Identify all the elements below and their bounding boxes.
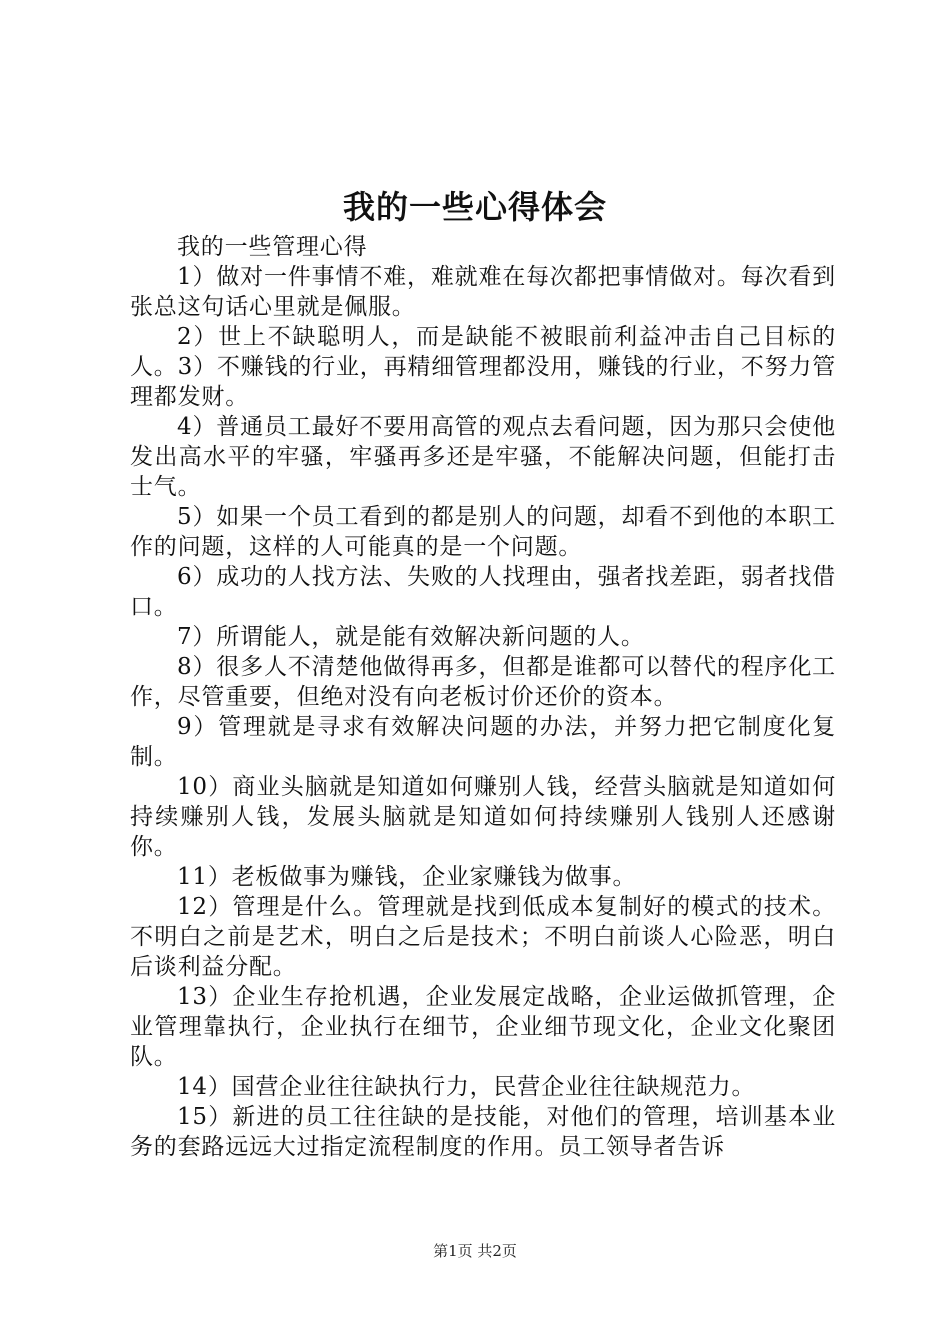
- paragraph-6: 6）成功的人找方法、失败的人找理由，强者找差距，弱者找借口。: [130, 564, 836, 620]
- page-footer: 第1页 共2页: [433, 1242, 517, 1260]
- paragraph-8: 8）很多人不清楚他做得再多，但都是谁都可以替代的程序化工作，尽管重要，但绝对没有向老板讨价还价的资本。: [130, 654, 836, 710]
- paragraph-7: 7）所谓能人，就是能有效解决新问题的人。: [177, 624, 645, 650]
- paragraph-2-3: 2）世上不缺聪明人，而是缺能不被眼前利益冲击自己目标的人。3）不赚钱的行业，再精细管理都没用，赚钱的行业，不努力管理都发财。: [130, 324, 836, 410]
- paragraph-12: 12）管理是什么。管理就是找到低成本复制好的模式的技术。不明白之前是艺术，明白之后是技术；不明白前谈人心险恶，明白后谈利益分配。: [130, 894, 836, 980]
- paragraph-4: 4）普通员工最好不要用高管的观点去看问题，因为那只会使他发出高水平的牢骚，牢骚再多还是牢骚，不能解决问题，但能打击士气。: [130, 414, 836, 500]
- paragraph-10: 10）商业头脑就是知道如何赚别人钱，经营头脑就是知道如何持续赚别人钱，发展头脑就是知道如何持续赚别人钱别人还感谢你。: [130, 774, 836, 860]
- paragraph-subtitle: 我的一些管理心得: [177, 234, 368, 260]
- paragraph-15: 15）新进的员工往往缺的是技能，对他们的管理，培训基本业务的套路远远大过指定流程制度的作用。员工领导者告诉: [130, 1104, 836, 1160]
- paragraph-13: 13）企业生存抢机遇，企业发展定战略，企业运做抓管理，企业管理靠执行，企业执行在细节，企业细节现文化，企业文化聚团队。: [130, 984, 836, 1070]
- paragraph-1: 1）做对一件事情不难，难就难在每次都把事情做对。每次看到张总这句话心里就是佩服。: [130, 264, 836, 320]
- paragraph-9: 9）管理就是寻求有效解决问题的办法，并努力把它制度化复制。: [130, 714, 836, 770]
- paragraph-5: 5）如果一个员工看到的都是别人的问题，却看不到他的本职工作的问题，这样的人可能真的是一个问题。: [130, 504, 836, 560]
- document-title: 我的一些心得体会: [342, 188, 607, 226]
- document-body: [130, 232, 836, 1162]
- paragraph-11: 11）老板做事为赚钱，企业家赚钱为做事。: [177, 864, 637, 890]
- paragraph-14: 14）国营企业往往缺执行力，民营企业往往缺规范力。: [177, 1074, 756, 1100]
